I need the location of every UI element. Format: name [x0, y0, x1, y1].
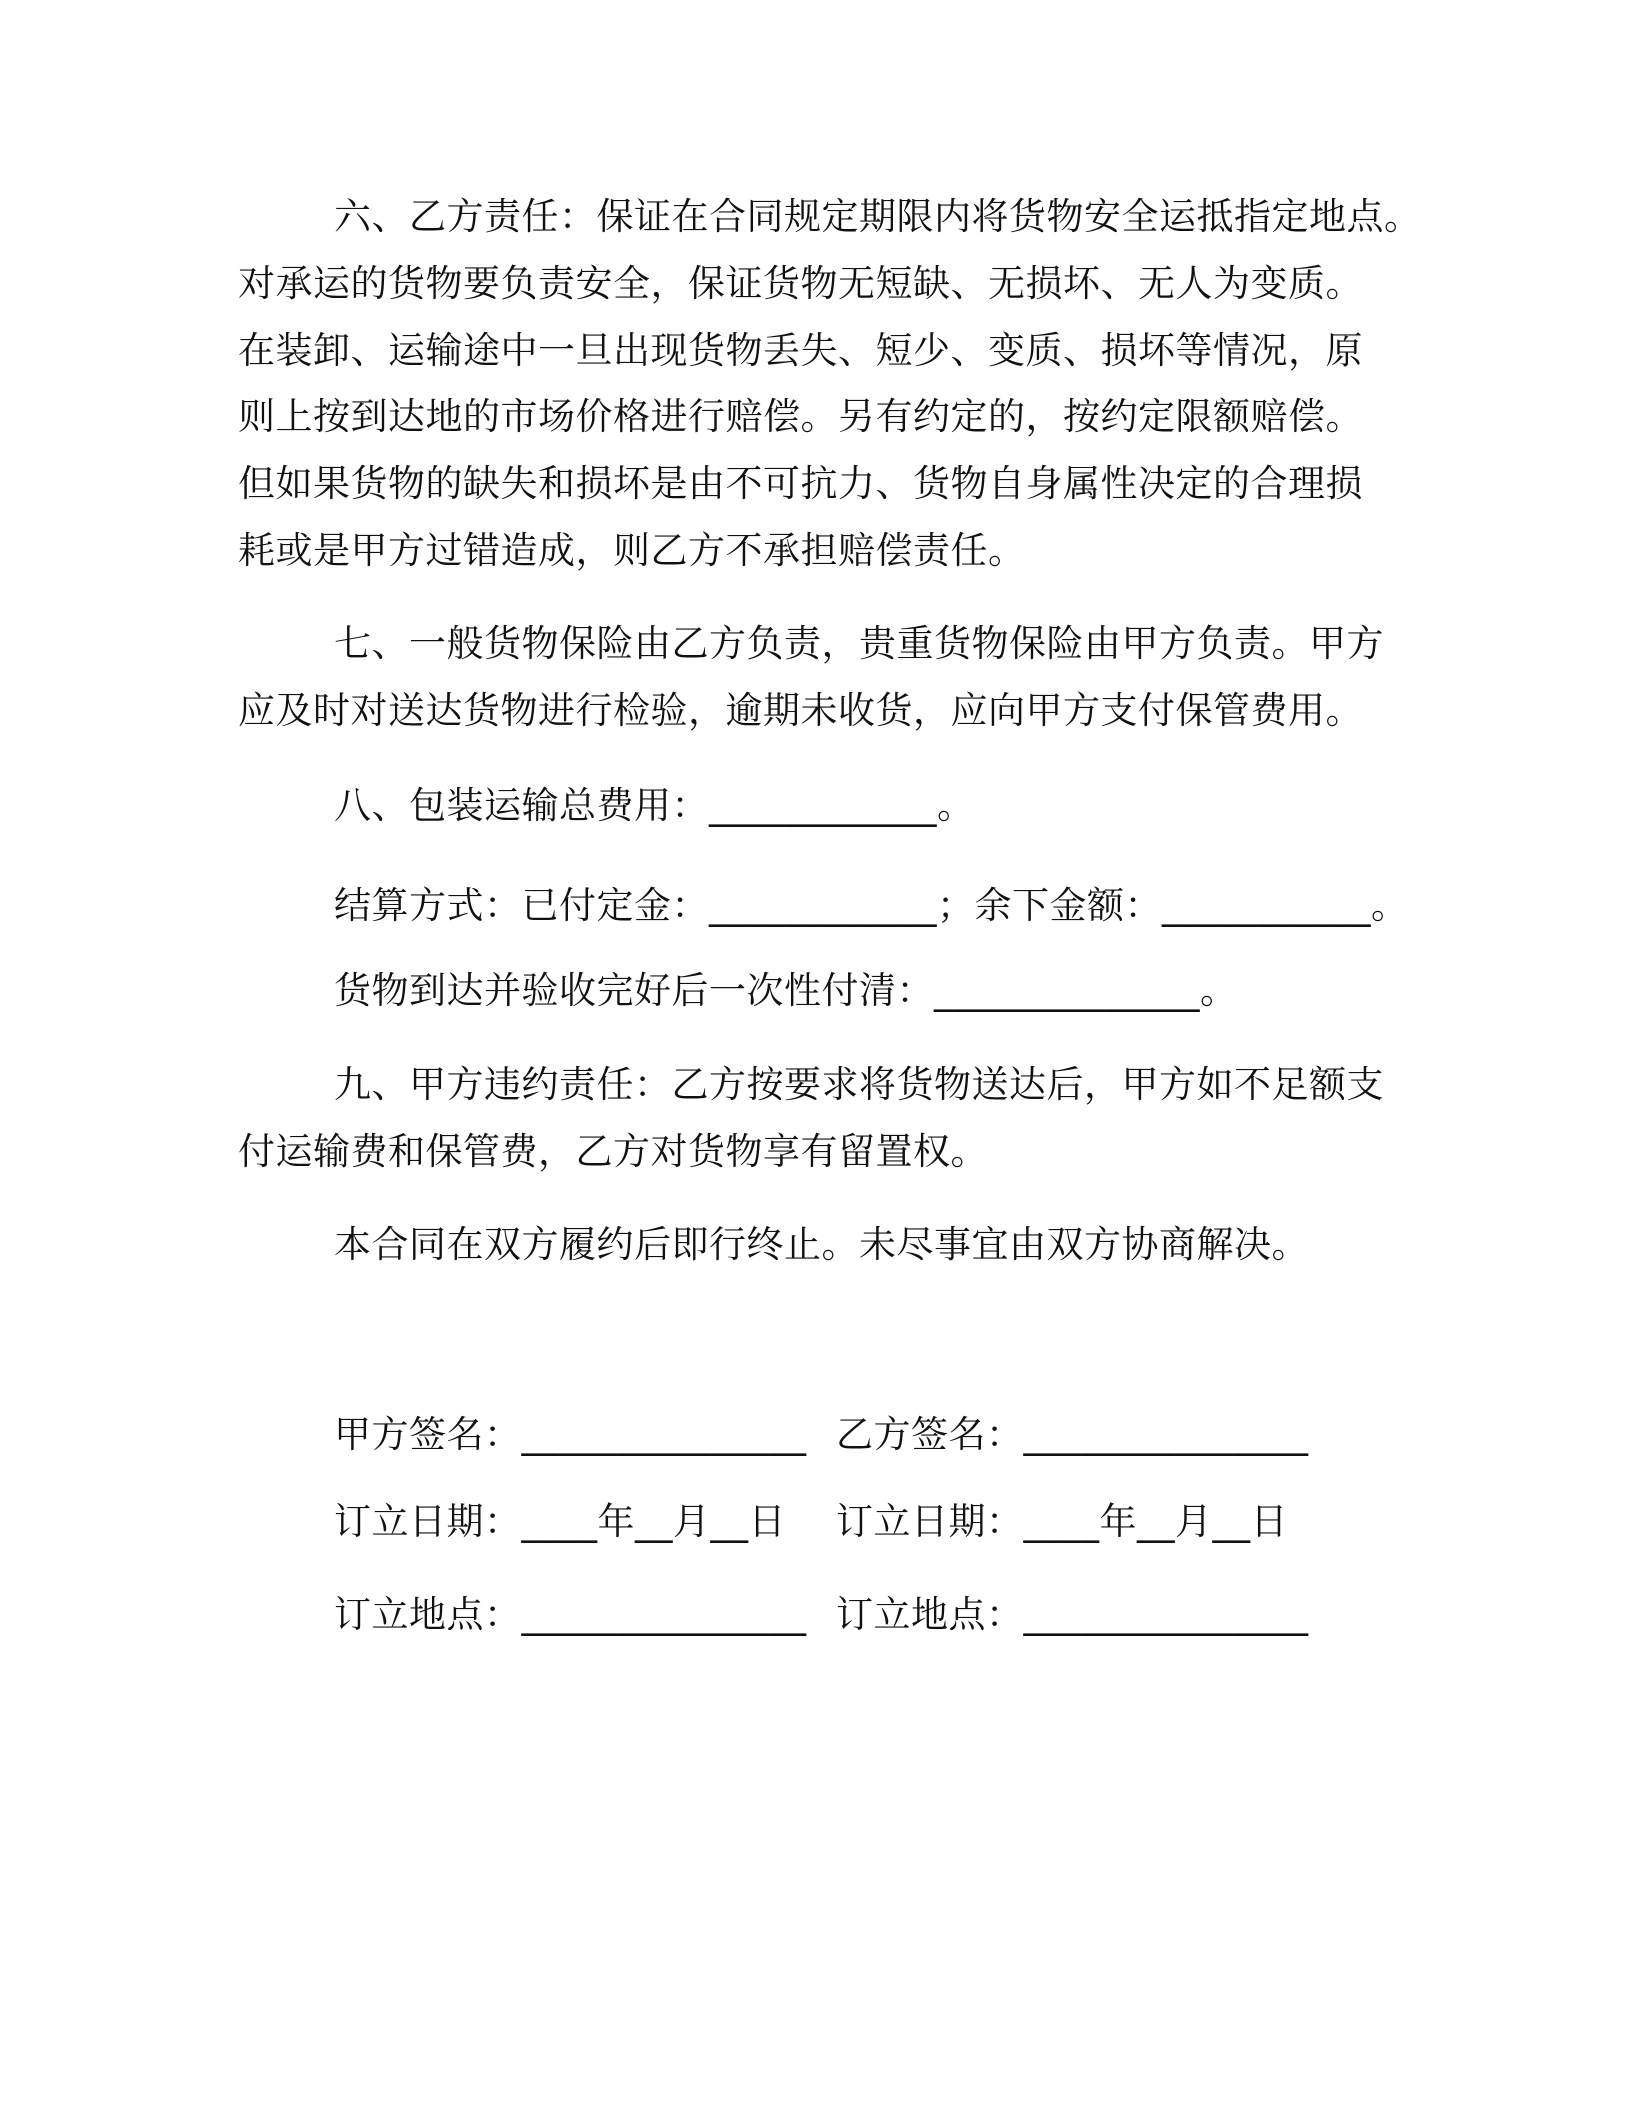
- party-b-place: 订立地点：_______________: [836, 1593, 1309, 1636]
- section-6-line-1: 六、乙方责任：保证在合同规定期限内将货物安全运抵指定地点。: [334, 195, 1422, 238]
- party-a-date: 订立日期：____年__月__日: [334, 1500, 786, 1543]
- party-b-date: 订立日期：____年__月__日: [836, 1500, 1288, 1543]
- section-9-line-1: 九、甲方违约责任：乙方按要求将货物送达后，甲方如不足额支: [334, 1063, 1384, 1106]
- section-6-line-6: 耗或是甲方过错造成，则乙方不承担赔偿责任。: [238, 529, 1026, 572]
- closing-statement: 本合同在双方履约后即行终止。未尽事宜由双方协商解决。: [334, 1223, 1309, 1266]
- section-6-line-5: 但如果货物的缺失和损坏是由不可抗力、货物自身属性决定的合理损: [238, 462, 1363, 505]
- settlement-line: 结算方式：已付定金：____________；余下金额：___________。: [334, 884, 1409, 927]
- section-6-line-2: 对承运的货物要负责安全，保证货物无短缺、无损坏、无人为变质。: [238, 262, 1363, 305]
- section-6-line-4: 则上按到达地的市场价格进行赔偿。另有约定的，按约定限额赔偿。: [238, 395, 1363, 438]
- section-7-line-2: 应及时对送达货物进行检验，逾期未收货，应向甲方支付保管费用。: [238, 689, 1363, 732]
- party-b-signature: 乙方签名：_______________: [836, 1413, 1309, 1456]
- party-a-signature: 甲方签名：_______________: [334, 1413, 807, 1456]
- section-6-line-3: 在装卸、运输途中一旦出现货物丢失、短少、变质、损坏等情况，原: [238, 329, 1363, 372]
- section-7-line-1: 七、一般货物保险由乙方负责，贵重货物保险由甲方负责。甲方: [334, 622, 1384, 665]
- total-cost-line: 八、包装运输总费用：____________。: [334, 784, 975, 827]
- section-9-line-2: 付运输费和保管费，乙方对货物享有留置权。: [238, 1130, 988, 1173]
- party-a-place: 订立地点：_______________: [334, 1593, 807, 1636]
- payment-line: 货物到达并验收完好后一次性付清：______________。: [334, 969, 1238, 1012]
